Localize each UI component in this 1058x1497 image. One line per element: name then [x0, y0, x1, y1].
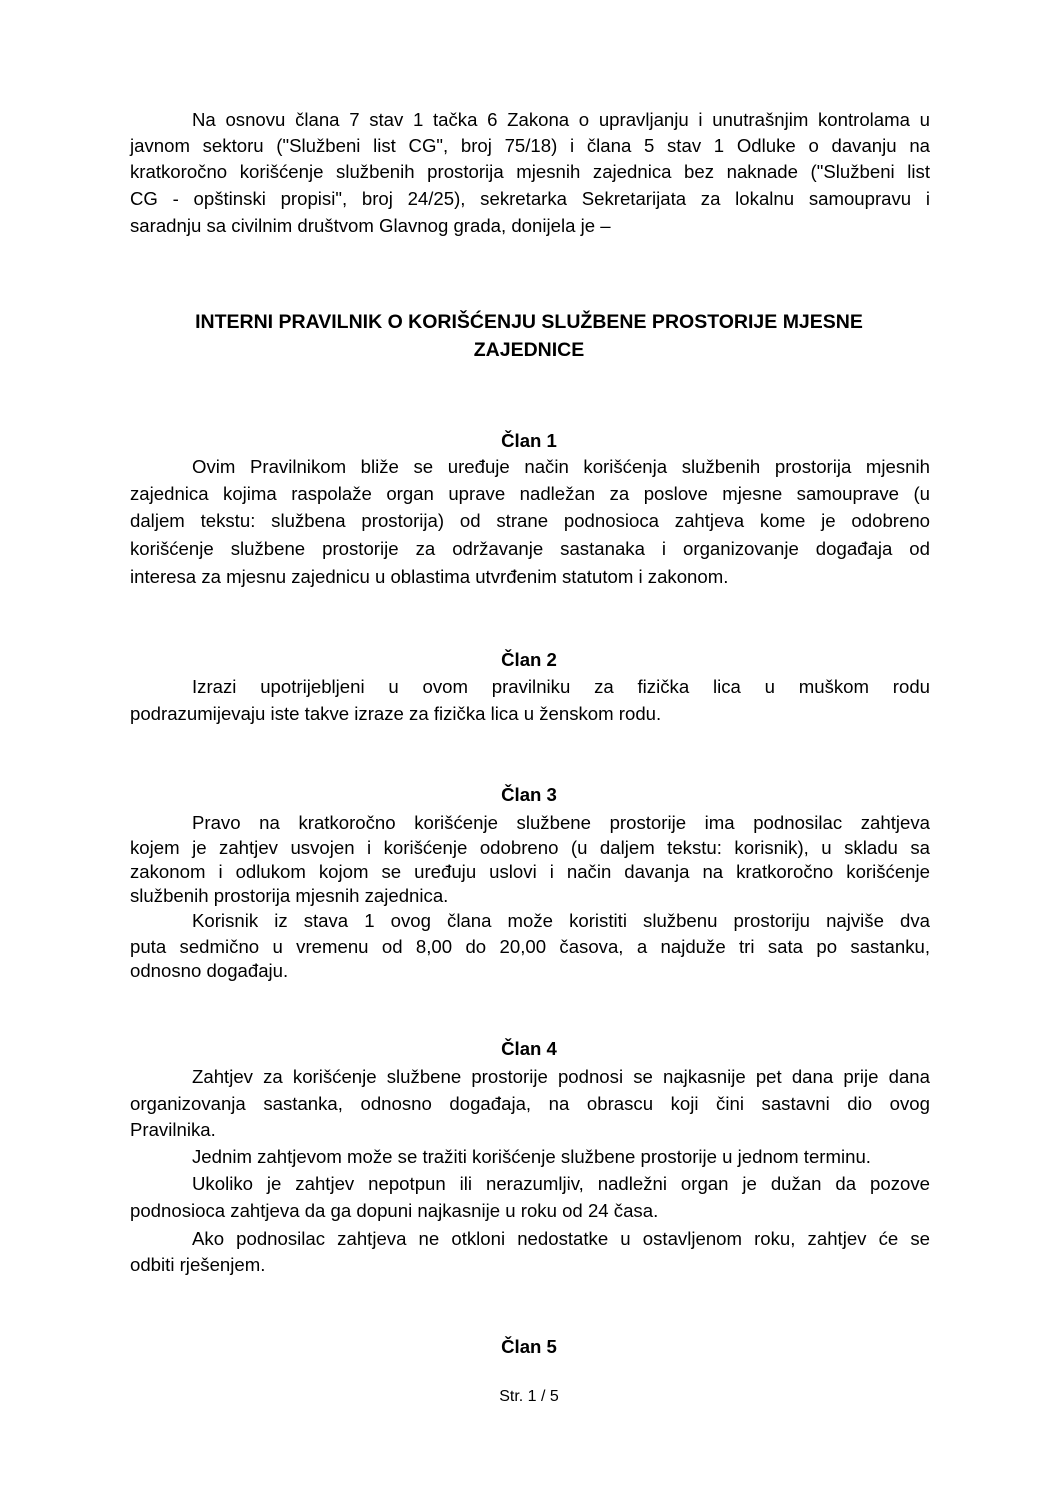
page-number: Str. 1 / 5 — [499, 1388, 559, 1405]
text-line: Na osnovu člana 7 stav 1 tačka 6 Zakona o upravljanju i unutrašnjim kontrolama u — [192, 109, 930, 130]
text-line: interesa za mjesnu zajednicu u oblastima utvrđenim statutom i zakonom. — [130, 566, 729, 587]
article-heading: Član 1 — [501, 430, 557, 451]
text-line: odbiti rješenjem. — [130, 1254, 266, 1275]
text-line: Jednim zahtjevom može se tražiti korišćenje službene prostorije u jednom terminu. — [192, 1146, 871, 1167]
text-line: daljem tekstu: službena prostorija) od strane podnosioca zahtjeva kome je odobreno — [130, 510, 930, 531]
text-line: zajednica kojima raspolaže organ uprave nadležan za poslove mjesne samouprave (u — [130, 483, 930, 504]
text-line: javnom sektoru ("Službeni list CG", broj 75/18) i člana 5 stav 1 Odluke o davanju na — [130, 135, 930, 156]
text-line: podrazumijevaju iste takve izraze za fizička lica u ženskom rodu. — [130, 703, 662, 724]
article-heading: Član 3 — [501, 784, 557, 805]
text-line: saradnju sa civilnim društvom Glavnog grada, donijela je – — [130, 215, 611, 236]
text-line: Pravilnika. — [130, 1119, 216, 1140]
text-line: kojem je zahtjev usvojen i korišćenje odobreno (u daljem tekstu: korisnik), u skladu sa — [130, 837, 930, 858]
text-line: Zahtjev za korišćenje službene prostorije podnosi se najkasnije pet dana prije dana — [192, 1066, 930, 1087]
text-line: organizovanja sastanka, odnosno događaja, na obrascu koji čini sastavni dio ovog — [130, 1093, 930, 1114]
text-line: kratkoročno korišćenje službenih prostorija mjesnih zajednica bez naknade ("Službeni list — [130, 161, 930, 182]
article-heading: Član 4 — [501, 1038, 557, 1059]
text-line: puta sedmično u vremenu od 8,00 do 20,00 časova, a najduže tri sata po sastanku, — [130, 936, 930, 957]
text-line: korišćenje službene prostorije za održavanje sastanaka i organizovanje događaja od — [130, 538, 930, 559]
text-line: Ako podnosilac zahtjeva ne otkloni nedostatke u ostavljenom roku, zahtjev će se — [192, 1228, 930, 1249]
text-line: odnosno događaju. — [130, 960, 289, 981]
article-heading: Član 2 — [501, 649, 557, 670]
article-heading: Član 5 — [501, 1336, 557, 1357]
text-line: Pravo na kratkoročno korišćenje službene prostorije ima podnosilac zahtjeva — [192, 812, 930, 833]
text-line: CG - opštinski propisi", broj 24/25), sekretarka Sekretarijata za lokalnu samoupravu i — [130, 188, 930, 209]
document-title: INTERNI PRAVILNIK O KORIŠĆENJU SLUŽBENE PROSTORIJE MJESNE — [195, 311, 863, 333]
text-line: Korisnik iz stava 1 ovog člana može koristiti službenu prostoriju najviše dva — [192, 910, 930, 931]
text-line: podnosioca zahtjeva da ga dopuni najkasnije u roku od 24 časa. — [130, 1200, 659, 1221]
text-line: Ovim Pravilnikom bliže se uređuje način korišćenja službenih prostorija mjesnih — [192, 456, 930, 477]
text-line: Ukoliko je zahtjev nepotpun ili nerazumljiv, nadležni organ je dužan da pozove — [192, 1173, 930, 1194]
text-line: službenih prostorija mjesnih zajednica. — [130, 885, 449, 906]
text-line: zakonom i odlukom kojom se uređuju uslovi i način davanja na kratkoročno korišćenje — [130, 861, 930, 882]
document-title: ZAJEDNICE — [473, 339, 585, 361]
text-line: Izrazi upotrijebljeni u ovom pravilniku za fizička lica u muškom rodu — [192, 676, 930, 697]
